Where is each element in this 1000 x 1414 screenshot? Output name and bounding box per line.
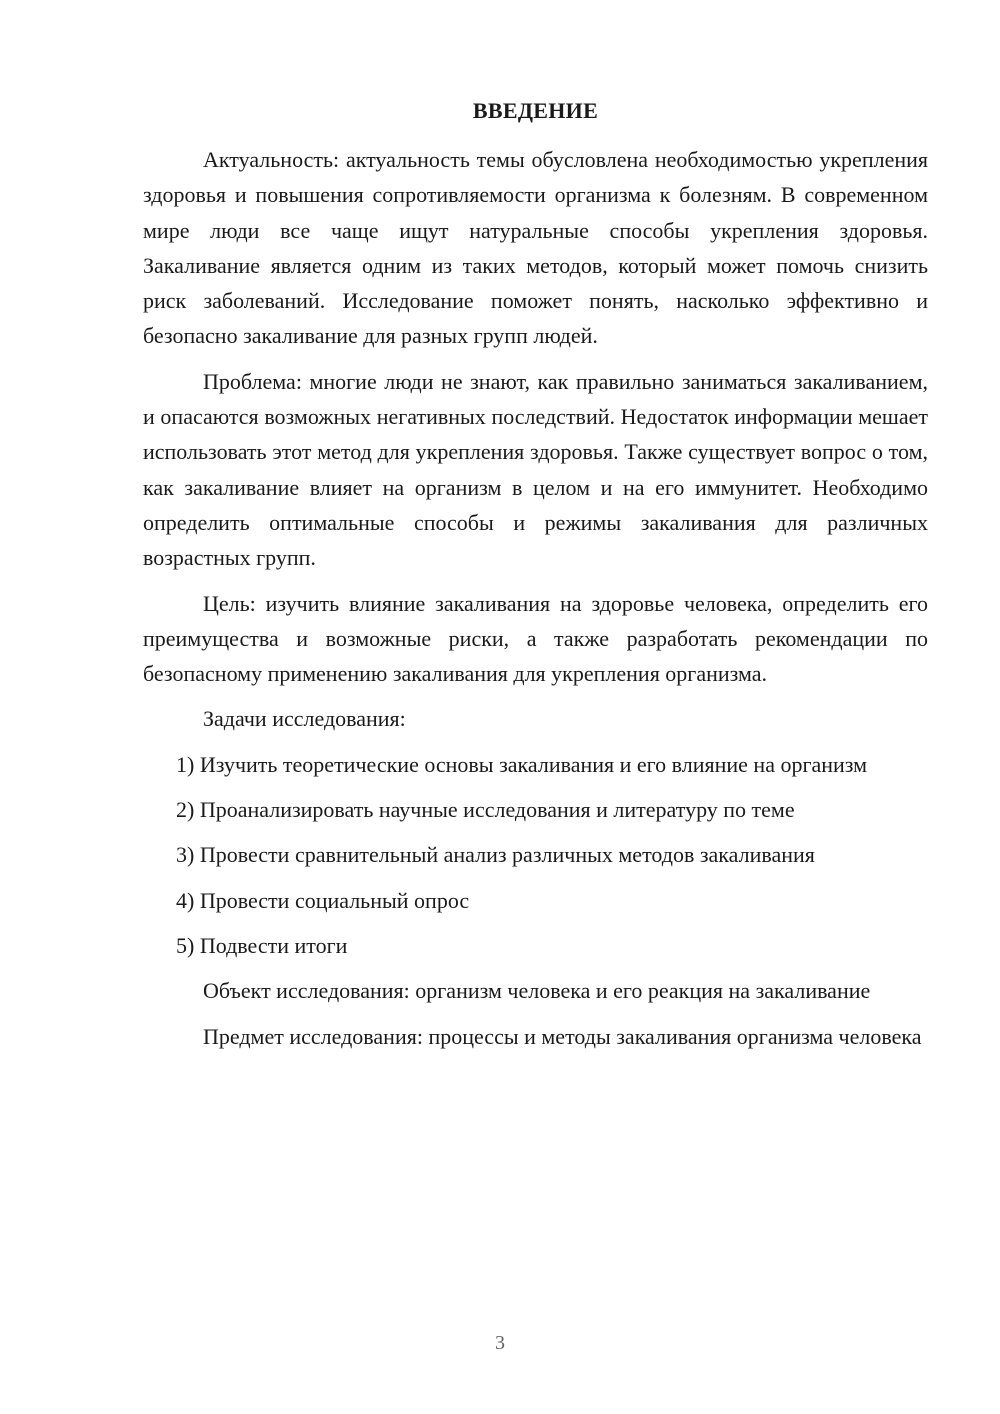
- page-number: 3: [495, 1332, 505, 1354]
- task-item-4: 4) Провести социальный опрос: [176, 887, 470, 913]
- paragraph-subject: Предмет исследования: процессы и методы закаливания организма человека: [203, 1023, 922, 1049]
- paragraph-object: Объект исследования: организм человека и его реакция на закаливание: [203, 978, 871, 1004]
- task-item-2: 2) Проанализировать научные исследования и литературу по теме: [176, 797, 795, 823]
- paragraph-relevance: Актуальность: актуальность темы обусловлена необходимостью укрепления здоровья и повышения сопротивляемости организма к болезням. В современном мире люди все чаще ищут натуральные способы укрепления здоровья. Закаливание является одним из таких методов, который может помочь снизить риск заболеваний. Исследование поможет понять, насколько эффективно и безопасно закаливание для разных групп людей.: [143, 147, 928, 349]
- task-item-5: 5) Подвести итоги: [176, 932, 348, 958]
- tasks-heading: Задачи исследования:: [203, 706, 406, 732]
- task-item-1: 1) Изучить теоретические основы закаливания и его влияние на организм: [176, 751, 868, 777]
- paragraph-goal: Цель: изучить влияние закаливания на здоровье человека, определить его преимущества и возможные риски, а также разработать рекомендации по безопасному применению закаливания для укрепления организма.: [143, 590, 928, 687]
- task-item-3: 3) Провести сравнительный анализ различных методов закаливания: [176, 842, 815, 868]
- body-text: [143, 142, 928, 1064]
- paragraph-problem: Проблема: многие люди не знают, как правильно заниматься закаливанием, и опасаются возможных негативных последствий. Недостаток информации мешает использовать этот метод для укрепления здоровья. Также существует вопрос о том, как закаливание влияет на организм в целом и на его иммунитет. Необходимо определить оптимальные способы и режимы закаливания для различных возрастных групп.: [143, 368, 928, 571]
- page-title: ВВЕДЕНИЕ: [472, 98, 599, 123]
